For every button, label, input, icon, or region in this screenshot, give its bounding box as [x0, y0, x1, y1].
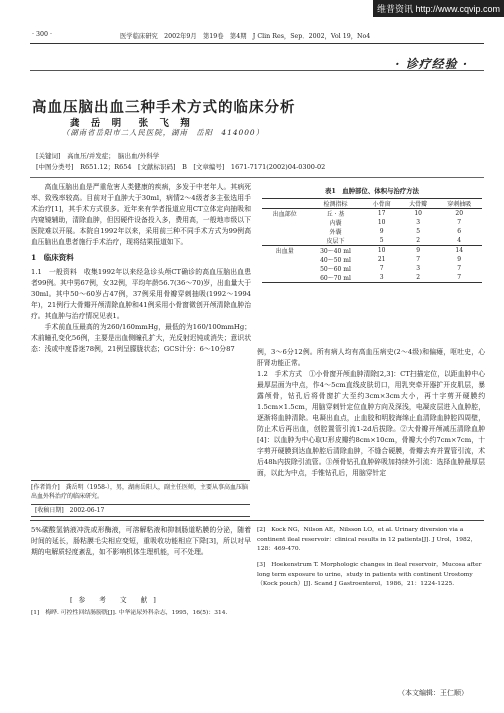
table-cell: 2 [400, 273, 436, 283]
table-header [262, 199, 308, 209]
table-cell [262, 218, 308, 227]
table-cell: 7 [379, 265, 384, 272]
section-heading-1: 1 临床资料 [31, 253, 74, 262]
table-cell: 7 [436, 273, 482, 283]
table-cell: 30～40 ml [308, 246, 364, 256]
table-cell: 17 [363, 209, 399, 219]
table-header-row [262, 199, 482, 209]
table-row [262, 209, 482, 219]
section-1-1-text: 1.1 一般资料 收集1992年以来经急诊头颅CT确诊的高血压脑出血患者99例。其中男67例，女32例，平均年龄56.7(36～70)岁，出血量大于30ml。其中50～60岁占47例，37例采用骨瓣穿刺抽吸(1992～1994年)，21例行大骨瓣开颅清除血肿和41例采用小骨窗微创开颅清除血肿治疗。其血肿与治疗情况见表1。 [31, 268, 252, 320]
table-row [262, 218, 482, 227]
table-cell: 9 [457, 256, 462, 263]
journal-info: 医学临床研究 2002年9月 第19卷 第4期 J Clin Res，Sep．2002，Vol 19，No4 [120, 33, 371, 40]
table-cell [262, 236, 308, 246]
table-header: 检测指标 [308, 199, 364, 209]
table-cell: 丘 · 基 [308, 209, 364, 219]
section-1-1-text-b: 手术前血压最高的为260/160mmHg，最低的为160/100mmHg；术前瞳孔变化56例，主要是出血侧瞳孔扩大，光反射迟钝或消失；意识状态：浅或中度昏迷78例，21例呈朦胧状态；GCS计分：6～10分87 [31, 323, 251, 353]
page-number: · 300 · [32, 31, 53, 38]
table-cell: 2 [416, 237, 421, 244]
data-table [262, 198, 482, 283]
table-cell: 外囊 [329, 229, 342, 236]
table-cell [262, 264, 308, 273]
lower-divider [30, 520, 484, 521]
table-cell: 3 [416, 265, 421, 272]
intro-text: 高血压脑出血是严重危害人类健康的疾病，多发于中老年人。其病死率、致残率较高。目前对于血肿大于30ml，病情2～4级者多主张选用手术治疗[1]，其手术方式很多。近年来有学者报道应用CT立体定向抽吸和内窥镜辅助，清除血肿，但因硬件设备投入多，费用高，一般地市级以下医院难以开展。本院自1992年以来，采用前三种不同手术方式为99例高血压脑出血患者施行手术治疗，现将结果报道如下。 [31, 183, 251, 246]
table-row [262, 273, 482, 283]
table-cell: 40～50 ml [320, 257, 351, 264]
table-row [262, 264, 482, 273]
author-note: [作者简介] 龚岳明（1958-），男，湖南岳阳人，副主任医师，主要从事高血压脑出血外科治疗的临床研究。 [31, 480, 250, 501]
table-cell: 5 [379, 237, 384, 244]
table-cell: 7 [457, 265, 462, 272]
table-cell: 4 [457, 237, 462, 244]
table-cell: 出血量 [262, 246, 308, 256]
lower-left-text: 5%碳酸氢钠液冲洗或形酶液，可溶解粘液和抑制肠道粘膜的分泌，随着时间的延长，肠粘膜毛尖相应变短，重吸收功能相应下降[3]，所以对早期的电解质轻度紊乱，如不影响机体生理机能，可不处理。 [31, 526, 251, 556]
reference-1: [1] 梅晔. 可控性回结肠膀胱[J]. 中华泌尿外科杂志，1995，16(5)：314. [31, 610, 228, 616]
table-header: 大骨瓣 [400, 199, 436, 209]
table-cell: 出血部位 [262, 209, 308, 219]
reference-3: [3] Hoekenstrum T. Morphologic changes in ileal reservoir，Mucosa after long term exposure to urine，study in patients with continent Urostomy（Kock pouch）[J]. Scand J Gastroenterol，1986，21：1224-1225. [257, 562, 482, 587]
table-header: 小骨窗 [363, 199, 399, 209]
table-1 [262, 186, 482, 283]
table-cell: 10 [377, 219, 386, 226]
table-row [262, 236, 482, 246]
table-cell: 10 [400, 209, 436, 219]
keywords: [关键词] 高血压/并发症； 脑出血/外科学 [36, 152, 160, 160]
section-divider [30, 70, 484, 71]
article-title: 高血压脑出血三种手术方式的临床分析 [32, 99, 296, 116]
table-cell: 6 [457, 228, 462, 235]
table-cell: 21 [377, 256, 386, 263]
table-cell: 60～70 ml [308, 273, 364, 283]
table-cell: 14 [436, 246, 482, 256]
section-tag: · 诊疗经验 · [395, 57, 468, 71]
table-cell: 50～60 ml [320, 266, 351, 273]
table-cell: 皮层下 [326, 238, 345, 245]
reference-2: [2] Kock NG，Nilson AE，Nilsson LO，et al. Urinary diversion via a continent ileal reservoir：clinical results in 12 patients[J]. J Urol，1982，128：469-470. [257, 527, 477, 552]
classification-line: [中图分类号] R651.12；R654 [文献标识码] B [文章编号] 1671-7171(2002)04-0300-02 [36, 163, 326, 171]
table-cell: 5 [416, 228, 421, 235]
table-row [262, 255, 482, 264]
table-cell: 10 [363, 246, 399, 256]
table-cell: 3 [363, 273, 399, 283]
table-cell [262, 255, 308, 264]
table-cell [262, 273, 308, 283]
table-body [262, 209, 482, 283]
section-1-2-text: 1.2 手术方式 ①小骨窗开颅血肿清除[2,3]：CT扫描定位，以距血肿中心最厚层面为中点，作4～5cm直线皮肤切口，用乳突牵开器扩开皮肌层，暴露颅骨，钻孔后将骨窗扩大至约3cm×3cm大小，再十字剪开硬膜约1.5cm×1.5cm，用脑穿刺针定位血肿方向及深浅，电凝皮层进入血肿腔，逐渐将血肿清除。电凝出血点，止血胶和明胶海绵止血清除血肿腔四周壁，防止术后再出血，创腔置管引流1-2d后拔除。②大骨瓣开颅减压清除血肿[4]：以血肿为中心取U形皮瓣约8cm×10cm，骨瓣大小约7cm×7cm，十字剪开硬膜到达血肿腔后清除血肿，不缝合硬膜，骨瓣去弃并置管引流，术后48h内拔除引流管。③颅骨钻孔血肿碎吸加持续外引流：选择血肿最厚层面，以此为中点，手锥钻孔后，用脑穿针定 [257, 370, 485, 477]
table-row [262, 227, 482, 236]
article-affiliation: （湖南省岳阳市二人民医院，湖南 岳阳 414000） [62, 128, 265, 137]
table-cell: 内囊 [329, 220, 342, 227]
running-header [30, 31, 484, 44]
table-row [262, 246, 482, 256]
article-authors: 龚 岳 明 张 飞 翔 [70, 118, 194, 129]
intro-paragraph [31, 182, 251, 355]
editor-note: （本文编辑：王仁顺） [398, 689, 468, 697]
header-divider [30, 177, 484, 178]
table-title: 表1 血肿部位、体积与治疗方法 [325, 187, 419, 195]
table-cell: 7 [416, 256, 421, 263]
table-cell: 9 [379, 228, 384, 235]
table-cell: 9 [400, 246, 436, 256]
watermark: 维普资讯 http://www.cqvip.com [373, 0, 504, 17]
right-column-text [257, 347, 485, 479]
table-cell [262, 227, 308, 236]
table-cell: 7 [457, 219, 462, 226]
table-cell: 20 [436, 209, 482, 219]
patient-continuation: 例，3～6分12例。所有病人均有高血压病史(2～4级)和偏瘫，呕吐史，心肝肾功能正常。 [257, 348, 485, 367]
table-header: 穿刺抽吸 [436, 199, 482, 209]
received-date: [收稿日期] 2002-06-17 [31, 504, 250, 517]
references-heading: [参 考 文 献] [70, 596, 162, 604]
table-cell: 3 [416, 219, 421, 226]
